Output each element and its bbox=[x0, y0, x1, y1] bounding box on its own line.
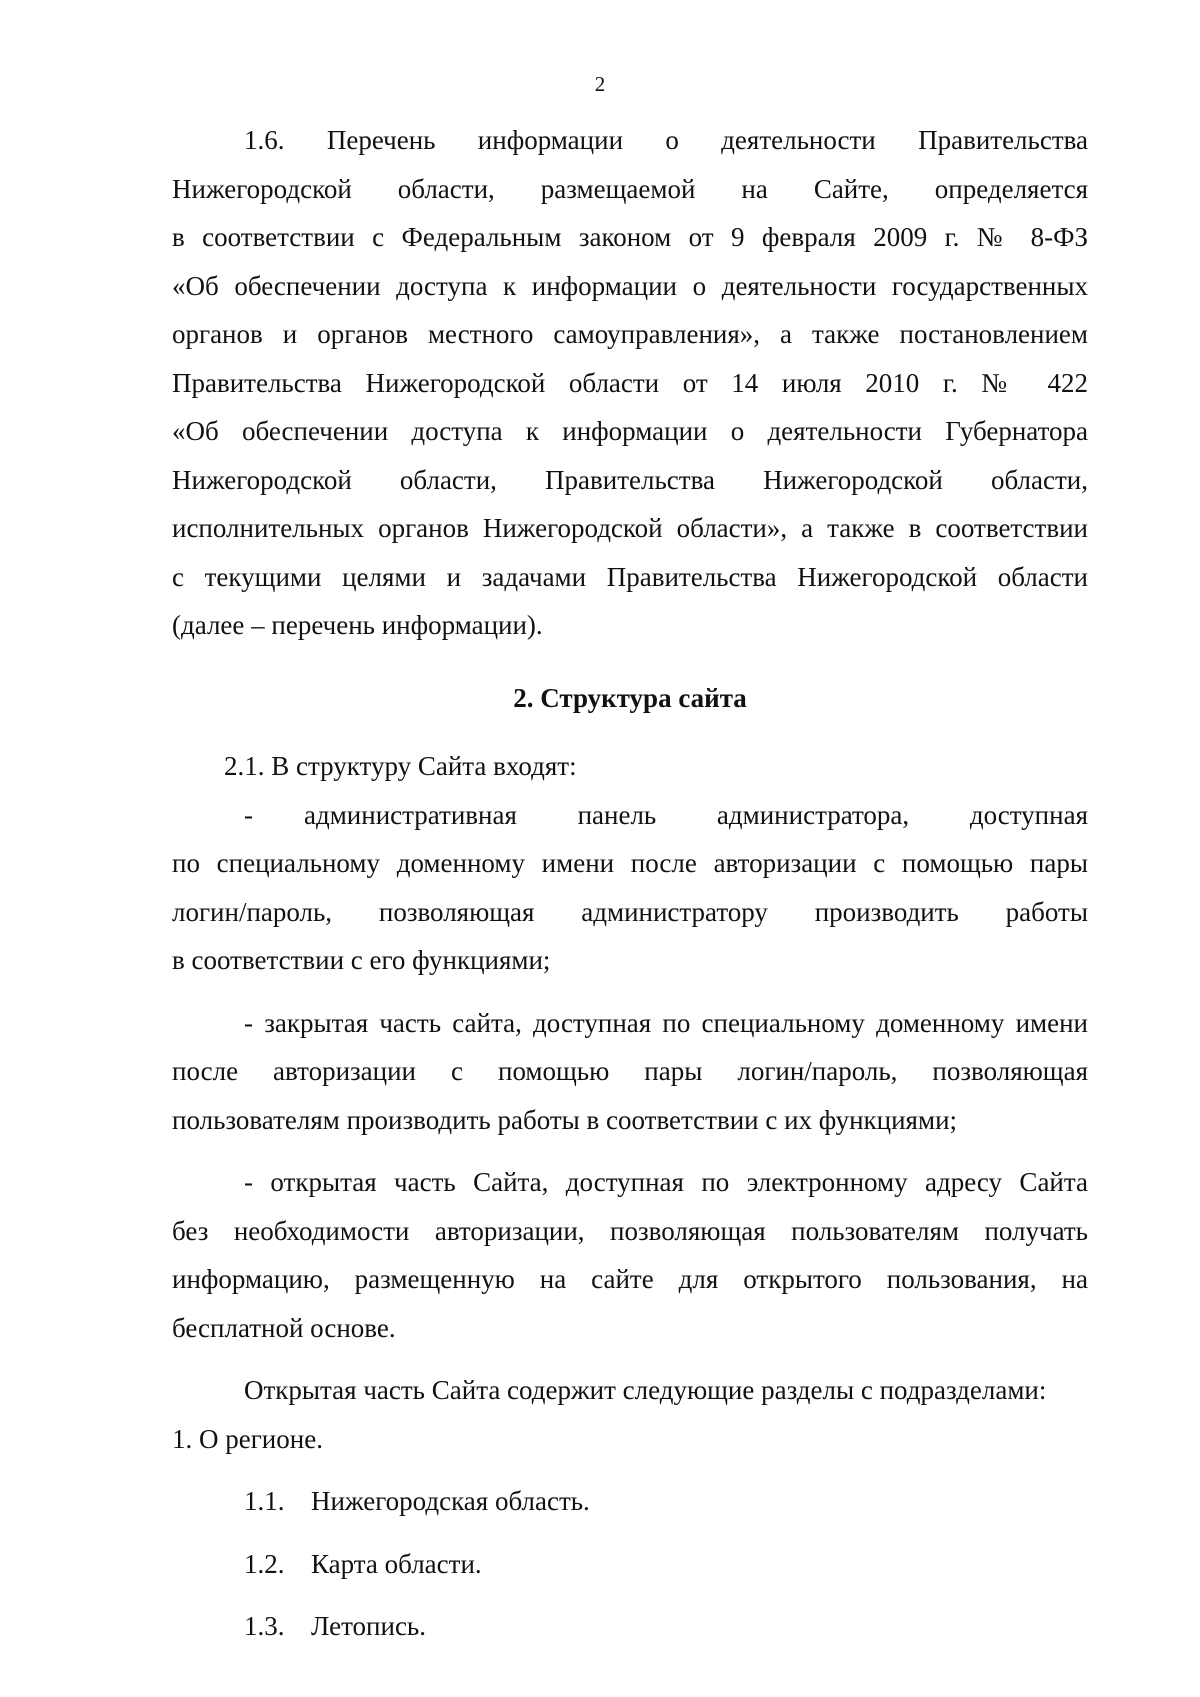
text-line: после авторизации с помощью пары логин/пароль, позволяющая bbox=[172, 1056, 1088, 1086]
text-line: Правительства Нижегородской области от 14 июля 2010 г. № 422 bbox=[172, 367, 1088, 398]
text-line: Нижегородской области, размещаемой на Сайте, определяется bbox=[172, 173, 1088, 204]
sub-list-item bbox=[172, 1477, 1088, 1526]
sub-list-label: Карта области. bbox=[311, 1548, 482, 1579]
text-line: по специальному доменному имени после авторизации с помощью пары bbox=[172, 848, 1088, 878]
text-line: (далее – перечень информации). bbox=[172, 610, 543, 640]
sub-list-item bbox=[172, 1540, 1088, 1589]
sub-list-number: 1.3. bbox=[244, 1611, 285, 1641]
text-line: информацию, размещенную на сайте для открытого пользования, на bbox=[172, 1264, 1088, 1294]
document-body bbox=[172, 116, 1088, 1651]
text-line: с текущими целями и задачами Правительства Нижегородской области bbox=[172, 561, 1088, 592]
list-item-closed-part bbox=[172, 999, 1088, 1145]
sub-list-item bbox=[172, 1602, 1088, 1651]
text-line: - закрытая часть сайта, доступная по специальному доменному имени bbox=[244, 1007, 1088, 1038]
list-item-open-part bbox=[172, 1158, 1088, 1352]
text-line bbox=[172, 791, 1088, 840]
paragraph-1-6 bbox=[172, 116, 1088, 650]
text-line: «Об обеспечении доступа к информации о деятельности государственных bbox=[172, 270, 1088, 301]
sub-list-label: Летопись. bbox=[311, 1611, 427, 1641]
subsection-intro: 2.1. В структуру Сайта входят: bbox=[224, 751, 577, 781]
sub-list-label: Нижегородская область. bbox=[311, 1486, 590, 1516]
text-line: без необходимости авторизации, позволяющая пользователям получать bbox=[172, 1215, 1088, 1246]
list-item-region: 1. О регионе. bbox=[172, 1423, 323, 1454]
text-line: логин/пароль, позволяющая администратору производить работы bbox=[172, 896, 1088, 927]
dash-marker: - bbox=[244, 799, 253, 830]
page-number: 2 bbox=[594, 72, 606, 96]
text-line: «Об обеспечении доступа к информации о деятельности Губернатора bbox=[172, 416, 1088, 446]
text-line: в соответствии с его функциями; bbox=[172, 945, 551, 975]
section-heading: 2. Структура сайта bbox=[513, 682, 747, 713]
list-item-admin-panel bbox=[172, 791, 1088, 985]
sub-list-number: 1.1. bbox=[244, 1486, 285, 1516]
text-line: Нижегородской области, Правительства Нижегородской области, bbox=[172, 464, 1088, 495]
sub-list-number: 1.2. bbox=[244, 1548, 285, 1579]
text-line: пользователям производить работы в соответствии с их функциями; bbox=[172, 1104, 958, 1135]
text-fragment: административная панель администратора, доступная bbox=[304, 799, 1088, 830]
text-line: - открытая часть Сайта, доступная по электронному адресу Сайта bbox=[244, 1167, 1088, 1197]
text-line: органов и органов местного самоуправления», а также постановлением bbox=[172, 319, 1088, 349]
open-part-intro: Открытая часть Сайта содержит следующие разделы с подразделами: bbox=[244, 1375, 1047, 1405]
text-line: бесплатной основе. bbox=[172, 1312, 396, 1343]
text-line: в соответствии с Федеральным законом от 9 февраля 2009 г. № 8-ФЗ bbox=[172, 222, 1088, 252]
text-line: 1.6. Перечень информации о деятельности Правительства bbox=[244, 125, 1088, 155]
text-line: исполнительных органов Нижегородской области», а также в соответствии bbox=[172, 513, 1088, 543]
